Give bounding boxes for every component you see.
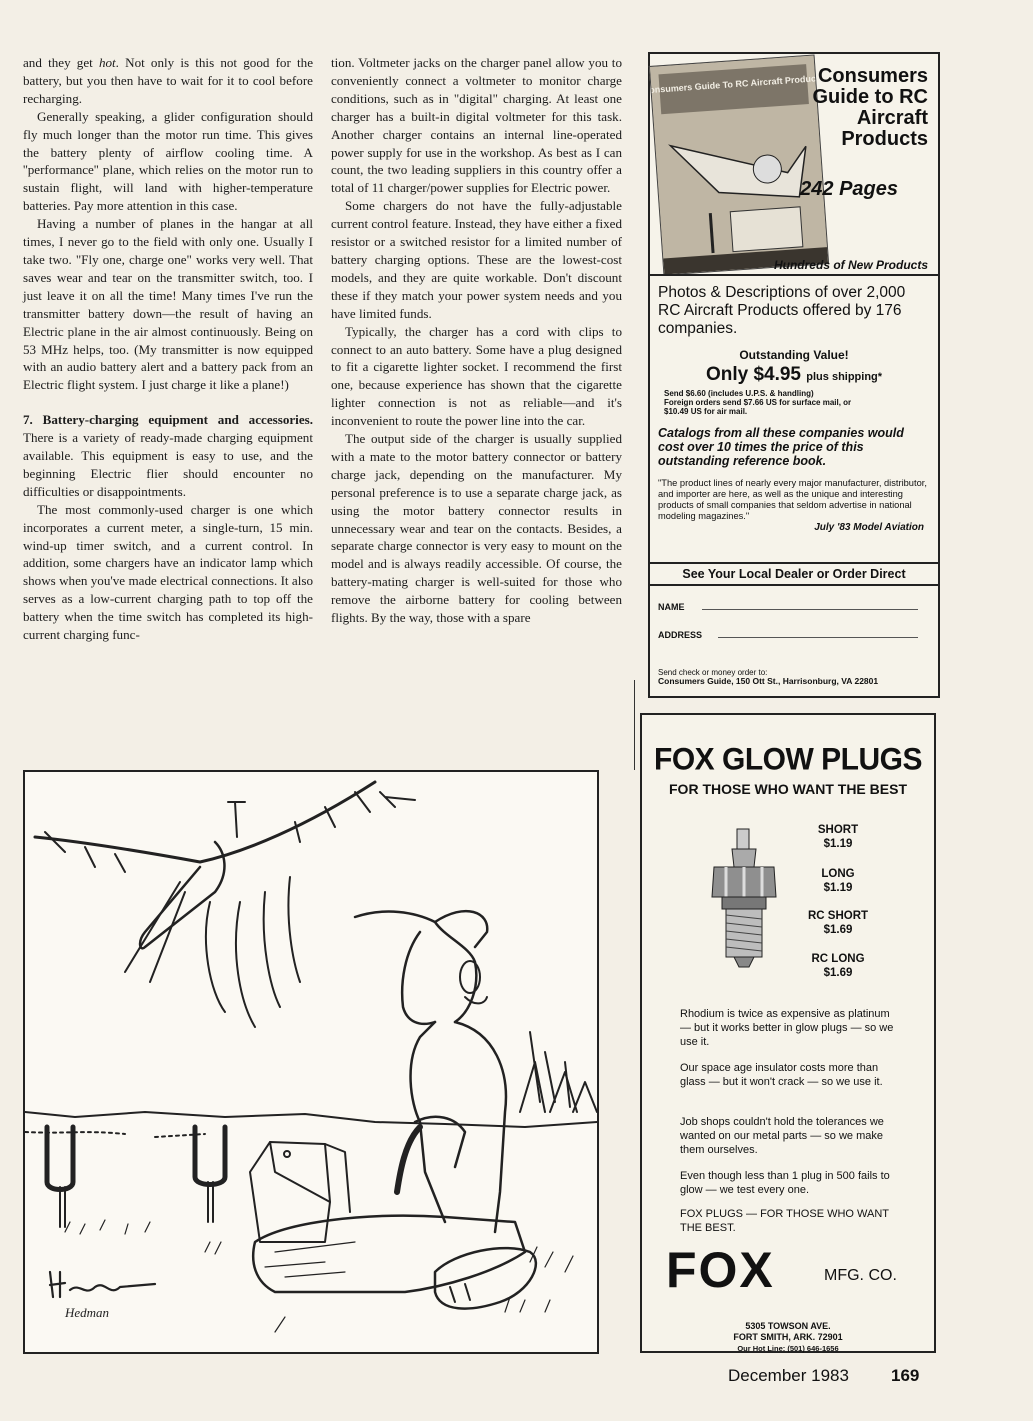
paragraph: Some chargers do not have the fully-adjustable current control feature. Instead, they have either a fixed resistor or a switched resistor for a limited number of battery charging options. These are the lowest-cost models, and they are quite workable. Don't discount these if they match your power system needs and you have limited funds. xyxy=(331,198,622,321)
fox-logo-text: FOX xyxy=(666,1242,775,1298)
plug-name: LONG xyxy=(821,868,855,880)
send-address: Consumers Guide, 150 Ott St., Harrisonburg, VA 22801 xyxy=(658,676,879,686)
hotline: Our Hot Line: (501) 646-1656 xyxy=(737,1344,839,1353)
fox-logo xyxy=(666,1241,916,1301)
fox-address xyxy=(642,1321,934,1354)
fox-paragraph: Even though less than 1 plug in 500 fails to glow — we test every one. xyxy=(680,1170,890,1196)
shipping-info xyxy=(664,389,928,416)
plug-name: RC SHORT xyxy=(807,910,869,922)
paragraph: Having a number of planes in the hangar at all times, I never go to the field with only one. Usually I take two. "Fly one, charge one" works very well. That saves wear and tear on the transmitter switch, too. I just leave it on all the time! Many times I've run the transmitter battery down—the result of having an Electric plane in the air almost continuously. Being on 53 MHz helps, too. (My transmitter is now equipped with an audio battery alert and a battery pack from an Electric flight system. I just charge it like a plane!) xyxy=(23,216,313,393)
paragraph: Typically, the charger has a cord with clips to connect to an auto battery. Some have a plug designed to fit a cigarette lighter socket. I recommend the first one, because experience has shown that the cigarette lighter connection is not as reliable—and it's inconvenient to route the power line into the car. xyxy=(331,323,622,429)
paragraph: tion. Voltmeter jacks on the charger panel allow you to conveniently connect a voltmeter to monitor charge conditions, such as in "digital" charging. At least one charger has a built-in digital voltmeter for this task. Another charger contains an internal line-operated power supply for use in the workshop. As best as I can count, the two leading suppliers in this country offer a total of 11 charger/power supplies for Electric power. xyxy=(331,55,622,196)
cartoon-drawing xyxy=(25,772,597,1352)
address-line: FORT SMITH, ARK. 72901 xyxy=(733,1332,843,1342)
shipping-line: Foreign orders send $7.66 US for surface mail, or xyxy=(664,398,852,407)
address-line: 5305 TOWSON AVE. xyxy=(745,1321,831,1331)
quote-source: July '83 Model Aviation xyxy=(814,522,924,533)
glow-plug-icon xyxy=(704,827,784,977)
article-column-2 xyxy=(331,54,622,627)
paragraph-text: There is a variety of ready-made charging equipment available. This equipment is easy to use, and the beginning Electric flier should encounter no difficulties or disappointments. xyxy=(23,430,313,499)
plug-name: RC LONG xyxy=(811,953,865,965)
price-item xyxy=(792,823,884,851)
cartoon-illustration xyxy=(23,770,599,1354)
price-value: Only $4.95 xyxy=(705,364,801,385)
ad-title: Consumers Guide to RC Aircraft Products xyxy=(812,65,928,150)
fox-paragraph: Rhodium is twice as expensive as platinum — but it works better in glow plugs — so we use it. xyxy=(680,1008,894,1048)
paragraph xyxy=(23,411,313,501)
price-item xyxy=(792,867,884,895)
send-to xyxy=(658,668,932,686)
fox-paragraph: Job shops couldn't hold the tolerances we wanted on our metal parts — so we make them ourselves. xyxy=(680,1116,884,1156)
fox-logo-suffix: MFG. CO. xyxy=(824,1267,897,1284)
shipping-line: Send $6.60 (includes U.P.S. & handling) xyxy=(664,389,814,398)
page-number: 169 xyxy=(891,1366,920,1385)
review-quote: "The product lines of nearly every major manufacturer, distributor, and importer are here, as well as the unique and interesting products of small companies that seldom advertise in national modeling magazines." xyxy=(658,478,927,521)
catalogs-claim: Catalogs from all these companies would cost over 10 times the price of this outstanding reference book. xyxy=(658,426,904,468)
fox-glow-plugs-ad xyxy=(640,713,936,1353)
paragraph: The output side of the charger is usually supplied with a mate to the motor battery connector or battery charge jack, depending on the manufacturer. My personal preference is to use a separate charge jack, as using the motor battery connector results in unnecessary wear and tear on the contacts. Besides, a separate charge connector is very easy to mount on the model and is always readily accessible. Of course, the battery-mating charger is well-suited for those who remove the airborne battery for cooling between flights. By the way, those with a spare xyxy=(331,431,622,626)
price-suffix: plus shipping xyxy=(806,371,878,383)
fox-paragraph: Our space age insulator costs more than glass — but it won't crack — so we use it. xyxy=(680,1062,883,1088)
price: Only $4.95 plus shipping* xyxy=(705,364,883,385)
paragraph: The most commonly-used charger is one which incorporates a current meter, a single-turn, 15 min. wind-up timer switch, and a current control. In addition, some chargers have an indicator lamp which shows when you've made electrical connections. It also serves as a low-current charging path to top off the battery when the time switch has completed its high-current charging func- xyxy=(23,501,313,643)
cartoon-signature: Hedman xyxy=(65,1305,110,1320)
name-label: NAME xyxy=(658,602,685,612)
ad-title: FOX GLOW PLUGS xyxy=(654,742,922,777)
photos-description: Photos & Descriptions of over 2,000 RC Aircraft Products offered by 176 companies. xyxy=(658,284,906,337)
price-item xyxy=(792,909,884,937)
send-label: Send check or money order to: xyxy=(658,668,768,677)
plug-price: $1.19 xyxy=(823,882,853,894)
paragraph: and they get hot. Not only is this not good for the battery, but you then have to wait for it to cool before recharging. xyxy=(23,55,314,106)
fox-paragraph: FOX PLUGS — FOR THOSE WHO WANT THE BEST. xyxy=(680,1208,889,1234)
page-count: 242 Pages xyxy=(800,178,898,200)
shipping-line: $10.49 US for air mail. xyxy=(664,407,748,416)
order-banner: See Your Local Dealer or Order Direct xyxy=(650,562,938,586)
ad-subtitle: FOR THOSE WHO WANT THE BEST xyxy=(669,781,907,797)
address-label: ADDRESS xyxy=(658,630,703,640)
ad-body xyxy=(650,274,938,533)
column-divider xyxy=(634,680,635,770)
plug-name: SHORT xyxy=(817,824,859,836)
paragraph: Generally speaking, a glider configuration should fly much longer than the motor run time. This gives the battery plenty of airflow cooling time. A ''performance'' plane, which relies on the motor run to sustain flight, will land with higher-temperature batteries. Pay more attention in this case. xyxy=(23,108,313,214)
consumers-guide-ad xyxy=(648,52,940,698)
plug-price: $1.19 xyxy=(823,838,853,850)
address-field xyxy=(658,630,918,640)
value-label: Outstanding Value! xyxy=(739,348,849,362)
hundreds-of-products: Hundreds of New Products xyxy=(773,258,928,272)
article-column-1 xyxy=(23,54,313,644)
plug-price: $1.69 xyxy=(823,924,853,936)
price-item xyxy=(792,952,884,980)
issue-date: December 1983 xyxy=(728,1366,849,1385)
plug-price: $1.69 xyxy=(823,967,853,979)
name-field xyxy=(658,602,918,612)
section-heading: 7. Battery-charging equipment and accessories. xyxy=(23,412,313,428)
cover-text: Consumers Guide To RC Aircraft Products xyxy=(649,72,825,96)
